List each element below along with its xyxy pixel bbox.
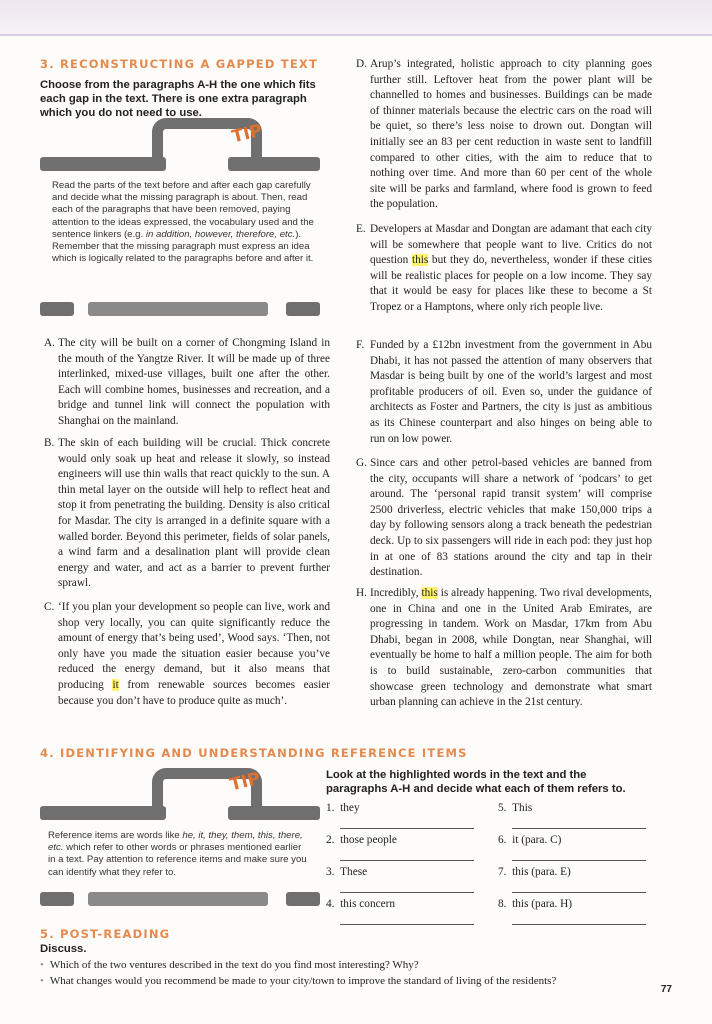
- answer-line-3[interactable]: [340, 892, 474, 893]
- paragraph-E: E. Developers at Masdar and Dongtan are adamant that each city will be somewhere that people want to live. Critics do not question this but they do, nevertheless, wonder if these cities will be realistic places for people on a low income. They say that it would be easy for places like these to become a St Tropez or a Hamptons, where only rich people live.: [356, 223, 652, 313]
- answer-line-8[interactable]: [512, 924, 646, 925]
- tip-label: TIP: [228, 768, 263, 796]
- page-number: 77: [660, 984, 672, 995]
- tip-bar-top-left: [40, 806, 166, 820]
- page-header-rule: [0, 34, 712, 36]
- discussion-bullet-2: • What changes would you recommend be made to your city/town to improve the standard of living of the residents?: [40, 975, 556, 987]
- section-4-instructions: Look at the highlighted words in the text and the paragraphs A-H and decide what each of them refers to.: [326, 769, 626, 795]
- ref-item-6: 6. it (para. C): [498, 834, 562, 846]
- paragraph-H: H. Incredibly, this is already happening. Two rival developments, one in China and one in the United Arab Emirates, are progressing in tandem. Work on Masdar, 17km from Abu Dhabi, began in 2008, while Dongtan, near Shanghai, will eventually be home to half a million people. The aim for both is to build sustainable, zero-carbon communities that showcase green technology and demonstrate what smart urban planning can achieve in the 21st century.: [356, 587, 652, 709]
- tip-bar-top-right: [228, 157, 320, 171]
- section-5-title: 5. POST-READING: [40, 927, 171, 941]
- tip-bar-bottom-center: [88, 302, 268, 316]
- ref-item-5: 5. This: [498, 802, 533, 814]
- paragraph-B: B. The skin of each building will be crucial. Thick concrete would only soak up heat and release it slowly, so instead engineers will use thin walls that react quickly to the sun. A thin metal layer on the outside will help to reflect heat and stop it from penetrating the building. Density is also critical for Masdar. The city is arranged in a definite square with a walled border. Beyond this perimeter, fields of solar panels, a wind farm and a desalination plant will provide clean energy and water, and act as a barrier to prevent further sprawl.: [44, 437, 330, 590]
- ref-item-3: 3. These: [326, 866, 368, 878]
- answer-line-2[interactable]: [340, 860, 474, 861]
- ref-item-8: 8. this (para. H): [498, 898, 573, 910]
- paragraph-D: D. Arup’s integrated, holistic approach to city planning goes further still. Leftover heat from the power plant will be channelled to homes and businesses. Buildings can be made of thinner materials because the electric cars on the road will be quiet, so there’s less noise to drown out. Dongtan will initially see an 83 per cent reduction in waste sent to landfill compared to other cities, with the aim to reduce that to nothing over time. And more than 60 per cent of the whole site will be parks and farmland, where food is grown to feed the population.: [356, 58, 652, 211]
- section-5-subtitle: Discuss.: [40, 943, 87, 955]
- answer-line-5[interactable]: [512, 828, 646, 829]
- answer-line-7[interactable]: [512, 892, 646, 893]
- ref-item-1: 1. they: [326, 802, 360, 814]
- section-4-title: 4. IDENTIFYING AND UNDERSTANDING REFERENCE ITEMS: [40, 746, 468, 760]
- tip-text: Reference items are words like he, it, they, them, this, there, etc. which refer to other words or phrases mentioned earlier in a text. Pay attention to reference items and make sure you can identify what they refer to.: [48, 830, 307, 878]
- discussion-bullet-1: • Which of the two ventures described in the text do you find most interesting? Why?: [40, 959, 419, 971]
- tip-bar-bottom-left: [40, 302, 74, 316]
- tip-bar-bottom-right: [286, 302, 320, 316]
- highlight-it: it: [112, 678, 119, 691]
- answer-line-6[interactable]: [512, 860, 646, 861]
- tip-text: Read the parts of the text before and after each gap carefully and decide what the missing paragraph is about. Then, read each of the paragraphs that have been removed, paying attention to the ideas expressed, the vocabulary used and the sentence linkers (e.g. in addition, however, therefore, etc.). Remember that the missing paragraph must express an idea which is logically related to the paragraphs before and after it.: [52, 180, 314, 265]
- paragraph-G: G. Since cars and other petrol-based vehicles are banned from the city, occupants will share a network of ‘podcars’ to get around. The ‘personal rapid transit system’ will comprise 2500 driverless, electric vehicles that make 150,000 trips a day by following sensors along a track beneath the pedestrian deck. Up to six passengers will ride in each pod: they just hop in at one of 83 stations around the city and tap in their destination.: [356, 457, 652, 579]
- answer-line-4[interactable]: [340, 924, 474, 925]
- highlight-this-e: this: [411, 254, 429, 267]
- paragraph-C: C. ‘If you plan your development so people can live, work and shop very locally, you can quite significantly reduce the amount of energy that’s being used’, Wood says. ‘Then, not only have you made the situation easier because you’ve reduced the energy demand, but it also means that producing it from renewable sources becomes easier because you don’t have to produce quite as much’.: [44, 601, 330, 707]
- paragraph-A: A. The city will be built on a corner of Chongming Island in the mouth of the Yangtze River. It will be made up of three interlinked, mixed-use villages, built one after the other. Each will combine homes, businesses and recreation, and a bridge and tunnel link will connect the population with Shanghai on the mainland.: [44, 337, 330, 427]
- page-header-band: [0, 0, 712, 34]
- paragraph-F: F. Funded by a £12bn investment from the government in Abu Dhabi, it has not passed the attention of many observers that Masdar is being built by one of the world’s largest and most profitable producers of oil. Even so, under the guidance of architects as Foster and Partners, the city is just as ambitious as its Chinese counterpart and also hinges on being able to run on low power.: [356, 339, 652, 445]
- section-3-title: 3. RECONSTRUCTING A GAPPED TEXT: [40, 57, 318, 71]
- section-3-instructions: Choose from the paragraphs A-H the one which fits each gap in the text. There is one extra paragraph which you do not need to use.: [40, 79, 316, 119]
- answer-line-1[interactable]: [340, 828, 474, 829]
- highlight-this-h: this: [421, 587, 438, 599]
- tip-bar-bottom-left: [40, 892, 74, 906]
- tip-bar-bottom-right: [286, 892, 320, 906]
- tip-bar-top-left: [40, 157, 166, 171]
- ref-item-4: 4. this concern: [326, 898, 396, 910]
- tip-bar-top-right: [228, 806, 320, 820]
- tip-label: TIP: [230, 120, 265, 148]
- ref-item-2: 2. those people: [326, 834, 397, 846]
- tip-bar-bottom-center: [88, 892, 268, 906]
- ref-item-7: 7. this (para. E): [498, 866, 571, 878]
